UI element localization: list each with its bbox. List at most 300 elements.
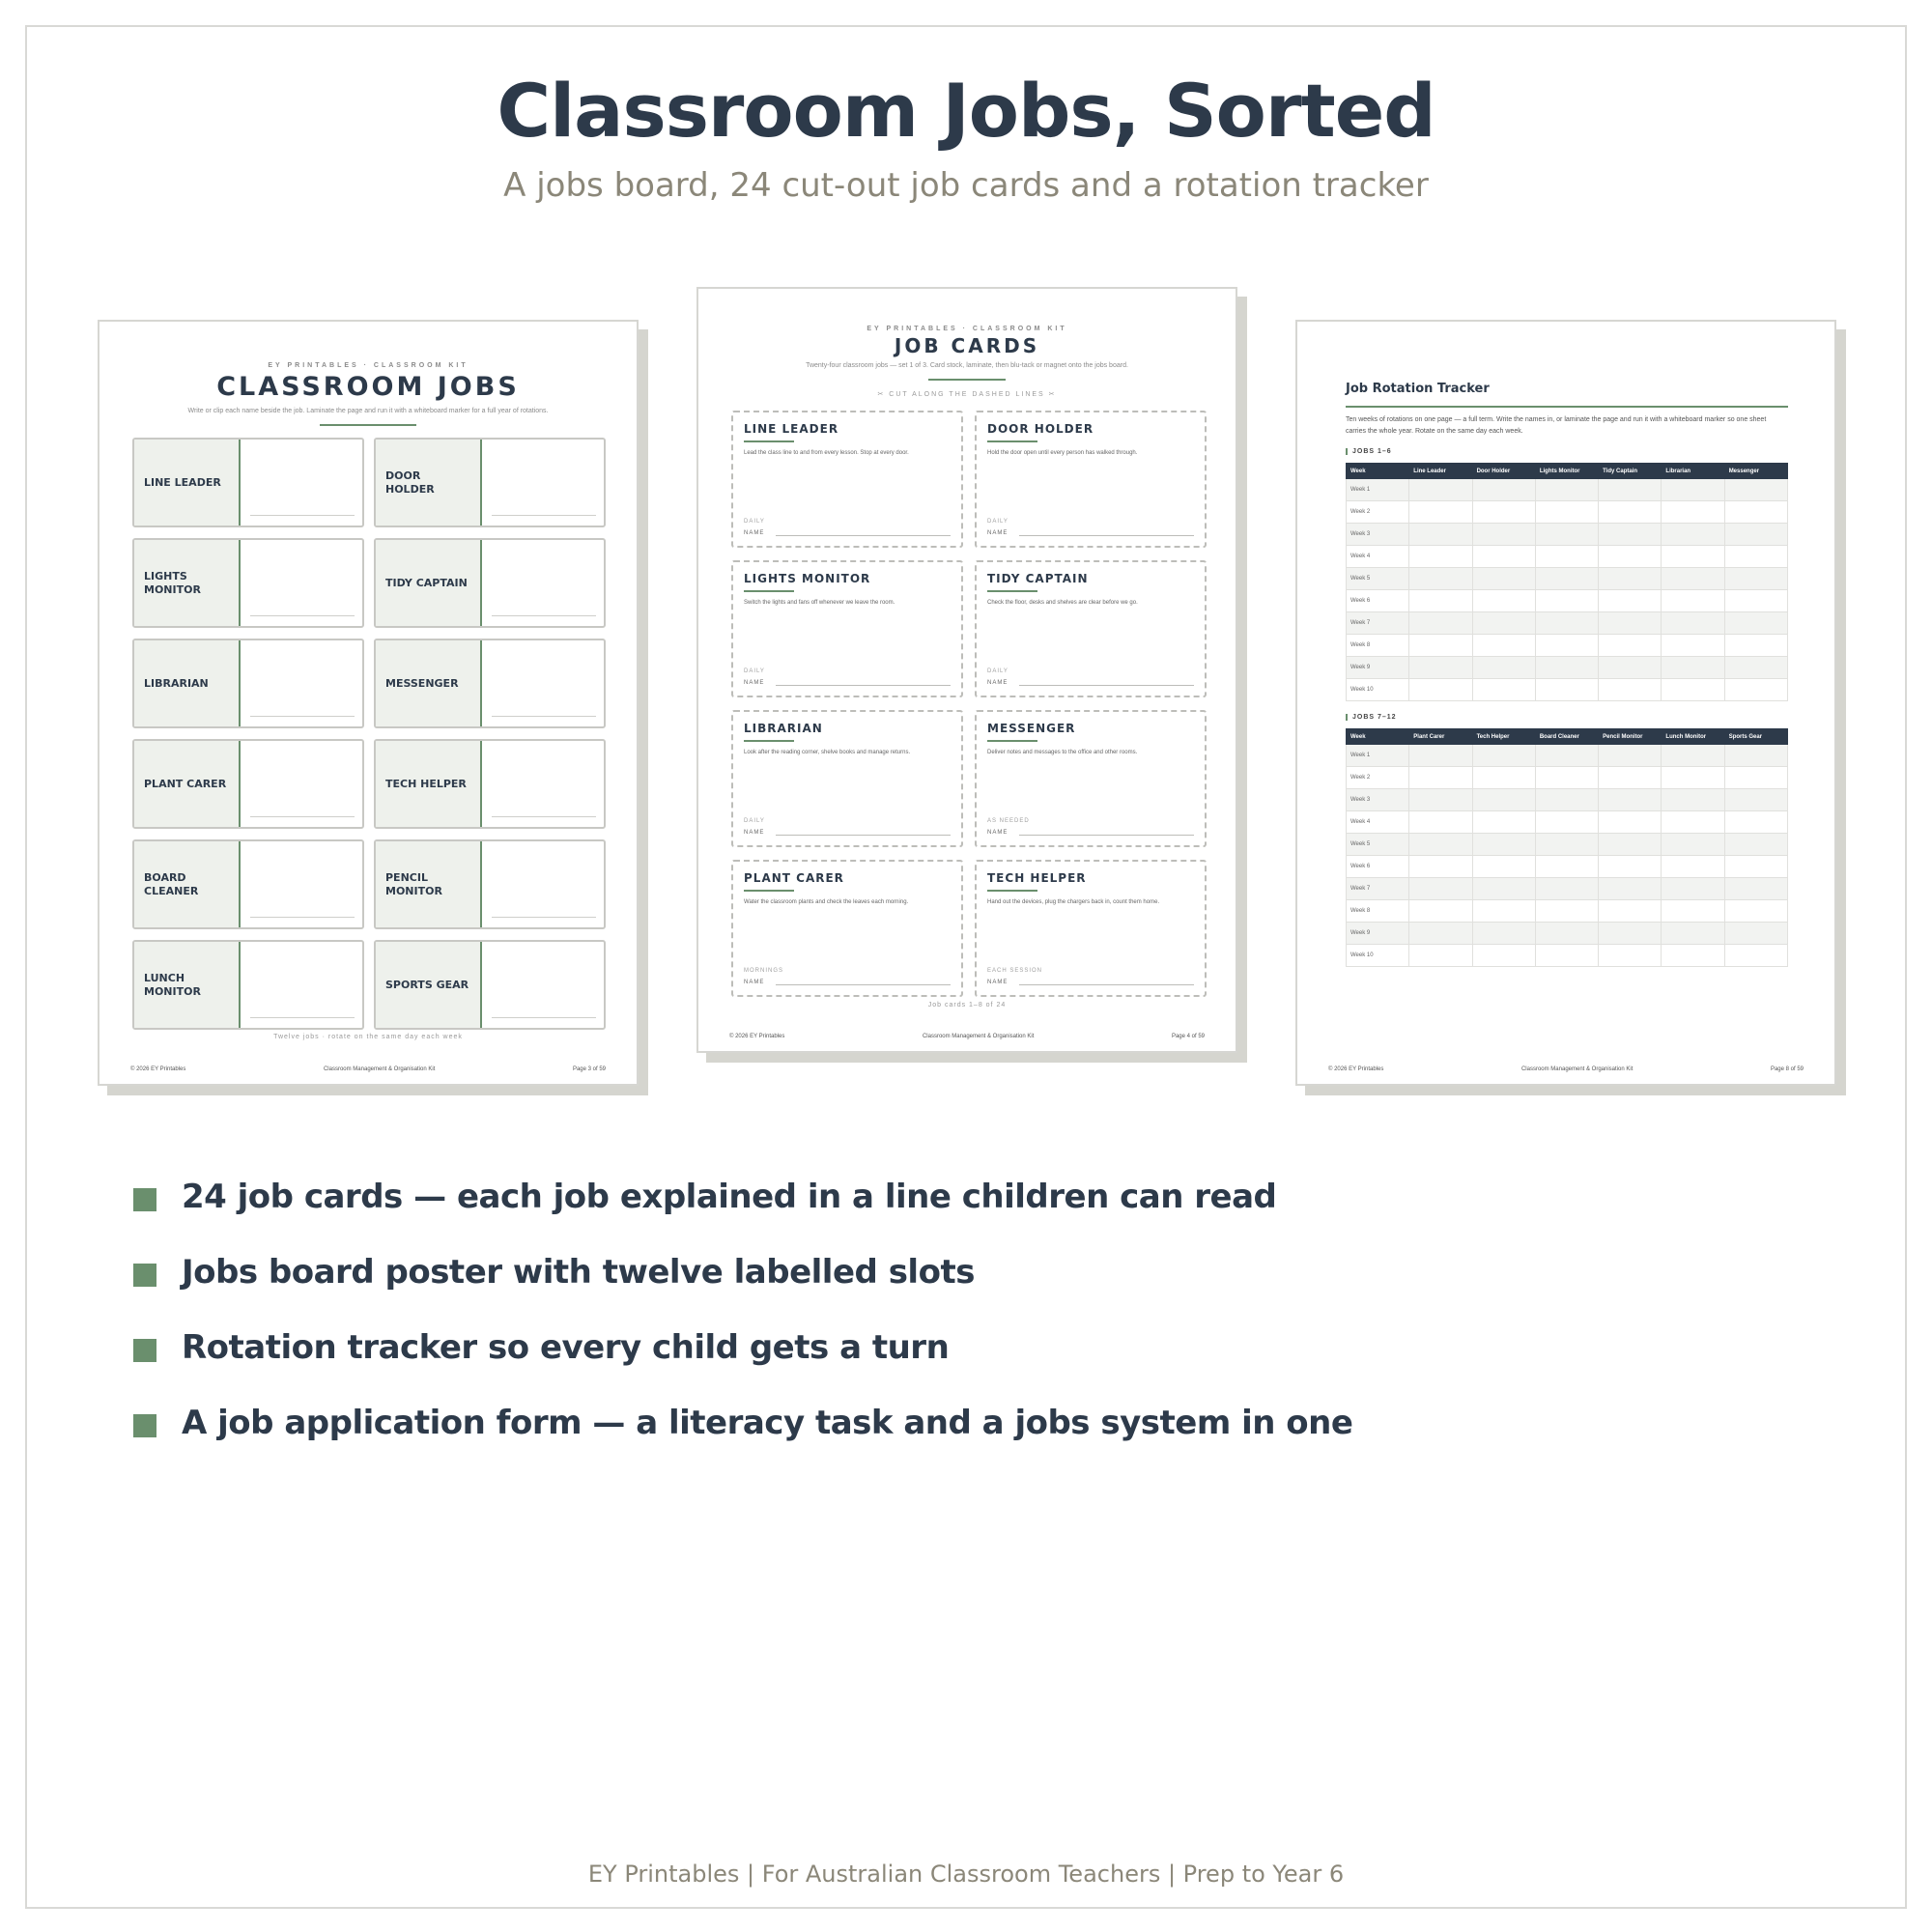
slot-write-area [482,540,604,626]
tracker-empty-cell [1724,568,1787,590]
tracker-empty-cell [1472,878,1535,900]
tracker-empty-cell [1662,657,1724,679]
card-frequency: EACH SESSION [987,968,1043,974]
tracker-empty-cell [1535,856,1598,878]
tracker-empty-cell [1724,878,1787,900]
card-name-field [987,980,1194,985]
tracker-empty-cell [1535,945,1598,967]
feature-text: Jobs board poster with twelve labelled slots [182,1253,975,1292]
card-name-line [1019,535,1194,536]
job-card [975,411,1207,548]
tracker-header-cell: Lunch Monitor [1662,729,1724,745]
tracker-empty-cell [1472,479,1535,501]
tracker-row [1347,923,1788,945]
card-frequency: DAILY [987,668,1009,674]
tracker-empty-cell [1472,856,1535,878]
tracker-row [1347,612,1788,635]
tracker-empty-cell [1535,546,1598,568]
tracker-row [1347,900,1788,923]
job-card [731,860,963,997]
tracker-empty-cell [1724,635,1787,657]
tracker-week-cell: Week 1 [1347,745,1409,767]
board-title: CLASSROOM JOBS [216,372,520,402]
slot-label: LIBRARIAN [134,640,241,726]
tracker-empty-cell [1662,590,1724,612]
board-slot [132,940,364,1030]
jobs-board-grid [132,438,606,1030]
tracker-empty-cell [1724,923,1787,945]
tracker-empty-cell [1662,811,1724,834]
board-slot [374,438,606,527]
slot-write-area [241,841,362,927]
card-description: Water the classroom plants and check the leaves each morning. [744,899,909,905]
tracker-empty-cell [1662,568,1724,590]
card-name-label: NAME [744,530,765,536]
tracker-header-cell: Tidy Captain [1599,464,1662,479]
rotation-tracker-preview [1295,320,1836,1086]
tracker-empty-cell [1599,590,1662,612]
slot-write-area [241,440,362,526]
card-description: Deliver notes and messages to the office and other rooms. [987,750,1138,755]
tracker-empty-cell [1662,546,1724,568]
tracker-empty-cell [1599,546,1662,568]
card-name-field [987,530,1194,536]
tracker-empty-cell [1662,767,1724,789]
tracker-week-cell: Week 3 [1347,789,1409,811]
card-name-field [987,680,1194,686]
card-name-field [744,680,951,686]
tracker-header-cell: Sports Gear [1724,729,1787,745]
tracker-empty-cell [1409,745,1472,767]
tracker-title: Job Rotation Tracker [1346,382,1490,396]
job-card [975,560,1207,697]
footer-kit-name: Classroom Management & Organisation Kit [922,1034,1035,1039]
slot-label: MESSENGER [376,640,482,726]
card-name-label: NAME [987,680,1009,686]
tracker-header-cell: Door Holder [1472,464,1535,479]
tracker-empty-cell [1724,612,1787,635]
tracker-row [1347,856,1788,878]
tracker-empty-cell [1472,524,1535,546]
card-name-label: NAME [987,980,1009,985]
tracker-empty-cell [1724,501,1787,524]
tracker-empty-cell [1724,546,1787,568]
tracker-header-cell: Librarian [1662,464,1724,479]
slot-label: PENCIL MONITOR [376,841,482,927]
tracker-empty-cell [1599,856,1662,878]
board-footer [130,1066,606,1072]
tracker-empty-cell [1724,590,1787,612]
tracker-empty-cell [1409,590,1472,612]
tracker-empty-cell [1724,524,1787,546]
card-title: TECH HELPER [987,871,1087,885]
feature-item [133,1235,1776,1310]
card-description: Switch the lights and fans off whenever we leave the room. [744,600,895,606]
tracker-empty-cell [1472,501,1535,524]
tracker-row [1347,524,1788,546]
card-name-label: NAME [987,530,1009,536]
tracker-header-cell: Week [1347,729,1409,745]
footer-kit-name: Classroom Management & Organisation Kit [323,1066,436,1072]
card-rule [987,890,1037,892]
jobs-board-preview [98,320,639,1086]
tracker-empty-cell [1599,945,1662,967]
tracker-empty-cell [1662,923,1724,945]
tracker-empty-cell [1662,635,1724,657]
tracker-empty-cell [1472,789,1535,811]
tracker-empty-cell [1409,923,1472,945]
feature-item [133,1385,1776,1461]
square-bullet-icon [133,1188,156,1211]
tracker-empty-cell [1662,524,1724,546]
card-name-field [744,830,951,836]
card-name-line [1019,685,1194,686]
tracker-empty-cell [1535,811,1598,834]
tracker-week-cell: Week 10 [1347,945,1409,967]
tracker-empty-cell [1599,811,1662,834]
tracker-empty-cell [1724,900,1787,923]
feature-text: 24 job cards — each job explained in a line children can read [182,1178,1277,1216]
cut-instruction: ✂ CUT ALONG THE DASHED LINES ✂ [877,391,1057,398]
tracker-empty-cell [1662,856,1724,878]
card-name-line [776,835,951,836]
card-name-line [776,535,951,536]
tracker-empty-cell [1472,745,1535,767]
tracker-empty-cell [1535,745,1598,767]
feature-item [133,1159,1776,1235]
tracker-empty-cell [1472,657,1535,679]
tracker-week-cell: Week 1 [1347,479,1409,501]
tracker-empty-cell [1472,612,1535,635]
tracker-section-2: JOBS 7–12 [1346,714,1397,721]
card-description: Hand out the devices, plug the chargers back in, count them home. [987,899,1160,905]
tracker-week-cell: Week 5 [1347,568,1409,590]
footer-copyright: © 2026 EY Printables [1328,1066,1384,1072]
card-name-label: NAME [744,980,765,985]
card-name-line [776,984,951,985]
cards-note: Job cards 1–8 of 24 [927,1002,1007,1009]
tracker-empty-cell [1409,612,1472,635]
slot-label: BOARD CLEANER [134,841,241,927]
footer-copyright: © 2026 EY Printables [130,1066,186,1072]
card-rule [744,890,794,892]
tracker-empty-cell [1599,657,1662,679]
tracker-empty-cell [1409,834,1472,856]
job-card [975,860,1207,997]
feature-list [133,1159,1776,1461]
slot-label: SPORTS GEAR [376,942,482,1028]
tracker-empty-cell [1409,900,1472,923]
tracker-empty-cell [1535,900,1598,923]
cards-footer [729,1034,1205,1039]
tracker-week-cell: Week 5 [1347,834,1409,856]
tracker-week-cell: Week 4 [1347,546,1409,568]
board-subtitle: Write or clip each name beside the job. Laminate the page and run it with a whiteboard marker for a full year of rotations. [187,408,549,414]
tracker-week-cell: Week 7 [1347,878,1409,900]
footer-page-number: Page 3 of 59 [572,1066,606,1072]
tracker-empty-cell [1724,745,1787,767]
tracker-empty-cell [1662,501,1724,524]
board-slot [132,739,364,829]
tracker-row [1347,745,1788,767]
card-name-label: NAME [744,680,765,686]
slot-label: LIGHTS MONITOR [134,540,241,626]
slot-write-area [241,640,362,726]
tracker-empty-cell [1599,524,1662,546]
tracker-empty-cell [1724,767,1787,789]
footer-tagline: EY Printables | For Australian Classroom Teachers | Prep to Year 6 [587,1861,1345,1888]
tracker-empty-cell [1662,945,1724,967]
tracker-empty-cell [1472,679,1535,701]
card-rule [744,590,794,592]
tracker-empty-cell [1662,834,1724,856]
card-rule [744,440,794,442]
tracker-row [1347,767,1788,789]
tracker-week-cell: Week 4 [1347,811,1409,834]
tracker-week-cell: Week 10 [1347,679,1409,701]
tracker-empty-cell [1409,767,1472,789]
tracker-header-cell: Tech Helper [1472,729,1535,745]
slot-write-area [241,741,362,827]
tracker-empty-cell [1724,811,1787,834]
job-card [731,411,963,548]
tracker-empty-cell [1409,501,1472,524]
slot-write-area [482,741,604,827]
tracker-row [1347,789,1788,811]
tracker-empty-cell [1599,479,1662,501]
tracker-rule [1346,406,1788,408]
tracker-header-cell: Week [1347,464,1409,479]
tracker-empty-cell [1662,745,1724,767]
board-slot [374,940,606,1030]
card-rule [744,740,794,742]
tracker-empty-cell [1662,900,1724,923]
board-slot [374,639,606,728]
tracker-week-cell: Week 8 [1347,900,1409,923]
cards-rule [928,379,1006,381]
tracker-header-cell: Lights Monitor [1535,464,1598,479]
slot-write-area [482,841,604,927]
tracker-empty-cell [1724,856,1787,878]
tracker-week-cell: Week 7 [1347,612,1409,635]
footer-kit-name: Classroom Management & Organisation Kit [1520,1066,1634,1072]
footer-copyright: © 2026 EY Printables [729,1034,785,1039]
card-description: Check the floor, desks and shelves are clear before we go. [987,600,1138,606]
card-title: PLANT CARER [744,871,844,885]
card-frequency: DAILY [987,519,1009,525]
tracker-empty-cell [1599,900,1662,923]
tracker-empty-cell [1535,612,1598,635]
card-title: LIBRARIAN [744,722,823,735]
card-title: TIDY CAPTAIN [987,572,1089,585]
tracker-row [1347,657,1788,679]
tracker-row [1347,568,1788,590]
tracker-week-cell: Week 9 [1347,923,1409,945]
tracker-empty-cell [1409,657,1472,679]
tracker-empty-cell [1724,834,1787,856]
tracker-empty-cell [1535,923,1598,945]
card-frequency: AS NEEDED [987,818,1030,824]
tracker-footer [1328,1066,1804,1072]
tracker-empty-cell [1599,679,1662,701]
tracker-empty-cell [1472,923,1535,945]
tracker-empty-cell [1472,568,1535,590]
tracker-empty-cell [1409,568,1472,590]
job-card [975,710,1207,847]
card-name-line [1019,984,1194,985]
tracker-empty-cell [1409,524,1472,546]
slot-label: DOOR HOLDER [376,440,482,526]
card-rule [987,740,1037,742]
feature-text: A job application form — a literacy task and a jobs system in one [182,1404,1353,1442]
tracker-empty-cell [1472,635,1535,657]
board-slot [374,739,606,829]
square-bullet-icon [133,1414,156,1437]
card-title: LIGHTS MONITOR [744,572,871,585]
card-name-label: NAME [987,830,1009,836]
tracker-week-cell: Week 2 [1347,501,1409,524]
cards-subtitle: Twenty-four classroom jobs — set 1 of 3. Card stock, laminate, then blu-tack or magnet onto the jobs board. [806,362,1128,369]
tracker-week-cell: Week 8 [1347,635,1409,657]
tracker-empty-cell [1535,767,1598,789]
tracker-row [1347,501,1788,524]
tracker-empty-cell [1724,479,1787,501]
tracker-empty-cell [1535,524,1598,546]
board-slot [132,538,364,628]
tracker-week-cell: Week 3 [1347,524,1409,546]
tracker-empty-cell [1535,568,1598,590]
tracker-empty-cell [1662,612,1724,635]
tracker-week-cell: Week 6 [1347,590,1409,612]
board-slot [374,839,606,929]
board-note: Twelve jobs · rotate on the same day each week [273,1034,463,1040]
footer-page-number: Page 4 of 59 [1171,1034,1205,1039]
card-frequency: MORNINGS [744,968,783,974]
tracker-empty-cell [1535,635,1598,657]
board-slot [132,438,364,527]
card-name-field [744,530,951,536]
card-name-label: NAME [744,830,765,836]
slot-write-area [482,640,604,726]
tracker-empty-cell [1535,679,1598,701]
slot-write-area [482,942,604,1028]
tracker-row [1347,679,1788,701]
tracker-empty-cell [1472,945,1535,967]
tracker-empty-cell [1535,590,1598,612]
tracker-empty-cell [1662,878,1724,900]
tracker-empty-cell [1472,900,1535,923]
card-rule [987,590,1037,592]
tracker-row [1347,878,1788,900]
card-description: Lead the class line to and from every lesson. Stop at every door. [744,450,909,456]
tracker-empty-cell [1599,635,1662,657]
tracker-empty-cell [1535,878,1598,900]
tracker-row [1347,635,1788,657]
tracker-empty-cell [1409,878,1472,900]
tracker-row [1347,479,1788,501]
tracker-row [1347,590,1788,612]
tracker-empty-cell [1599,568,1662,590]
board-slot [374,538,606,628]
tracker-empty-cell [1409,479,1472,501]
card-title: MESSENGER [987,722,1076,735]
tracker-header-cell: Board Cleaner [1535,729,1598,745]
tracker-empty-cell [1599,612,1662,635]
tracker-empty-cell [1724,789,1787,811]
card-title: LINE LEADER [744,422,839,436]
slot-write-area [241,942,362,1028]
tracker-row [1347,546,1788,568]
square-bullet-icon [133,1264,156,1287]
tracker-table-2 [1346,728,1788,967]
tracker-empty-cell [1599,923,1662,945]
tracker-empty-cell [1535,789,1598,811]
card-name-line [776,685,951,686]
tracker-empty-cell [1409,945,1472,967]
square-bullet-icon [133,1339,156,1362]
job-card [731,560,963,697]
tracker-header-cell: Line Leader [1409,464,1472,479]
tracker-empty-cell [1724,657,1787,679]
card-rule [987,440,1037,442]
tracker-empty-cell [1472,546,1535,568]
tracker-empty-cell [1724,945,1787,967]
tracker-empty-cell [1409,546,1472,568]
tracker-week-cell: Week 9 [1347,657,1409,679]
slot-label: PLANT CARER [134,741,241,827]
tracker-empty-cell [1409,811,1472,834]
tracker-empty-cell [1662,789,1724,811]
job-card [731,710,963,847]
tracker-empty-cell [1472,811,1535,834]
tracker-empty-cell [1535,657,1598,679]
tracker-empty-cell [1599,789,1662,811]
tracker-empty-cell [1472,590,1535,612]
tracker-empty-cell [1409,789,1472,811]
tracker-intro: Ten weeks of rotations on one page — a full term. Write the names in, or laminate the page and run it with a whiteboard marker so one sheet carries the whole year. Rotate on the same day each week. [1346,416,1767,435]
tracker-empty-cell [1599,834,1662,856]
board-rule [320,424,416,426]
card-description: Look after the reading corner, shelve books and manage returns. [744,750,911,755]
feature-item [133,1310,1776,1385]
tracker-empty-cell [1599,501,1662,524]
job-cards-preview [696,287,1237,1053]
slot-label: TIDY CAPTAIN [376,540,482,626]
tracker-header-cell: Pencil Monitor [1599,729,1662,745]
tracker-empty-cell [1409,856,1472,878]
tracker-row [1347,811,1788,834]
slot-write-area [482,440,604,526]
tracker-row [1347,834,1788,856]
tracker-empty-cell [1599,745,1662,767]
tracker-empty-cell [1535,834,1598,856]
tracker-header-cell: Plant Carer [1409,729,1472,745]
feature-text: Rotation tracker so every child gets a turn [182,1328,950,1367]
tracker-week-cell: Week 6 [1347,856,1409,878]
page-title: Classroom Jobs, Sorted [497,68,1435,154]
slot-label: LUNCH MONITOR [134,942,241,1028]
footer-page-number: Page 8 of 59 [1770,1066,1804,1072]
card-title: DOOR HOLDER [987,422,1094,436]
tracker-table-1 [1346,463,1788,701]
tracker-week-cell: Week 2 [1347,767,1409,789]
board-kicker: EY PRINTABLES · CLASSROOM KIT [268,362,469,369]
tracker-row [1347,945,1788,967]
tracker-section-1: JOBS 1–6 [1346,448,1392,455]
tracker-empty-cell [1535,479,1598,501]
board-slot [132,839,364,929]
cards-title: JOB CARDS [894,334,1040,357]
